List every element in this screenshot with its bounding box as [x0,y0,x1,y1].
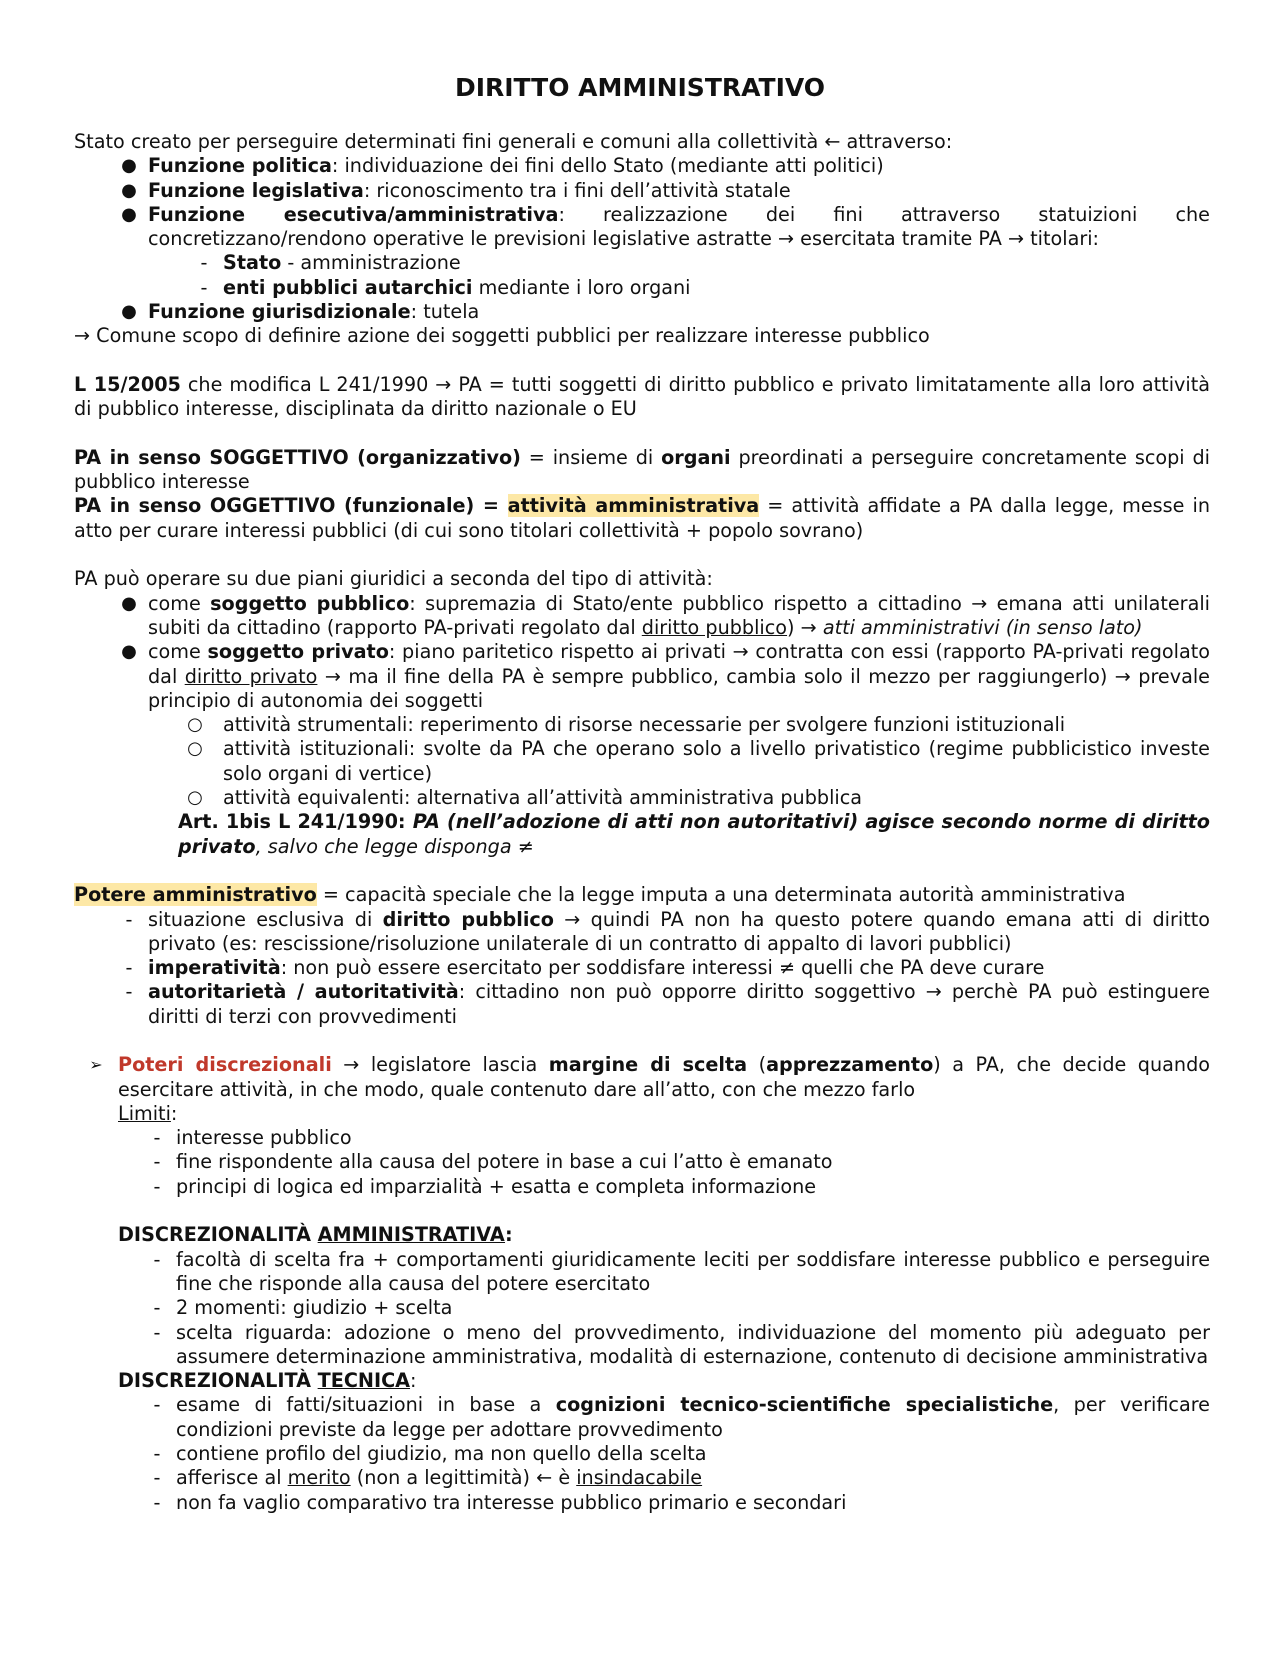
list-item: - 2 momenti: giudizio + scelta [74,1296,1210,1320]
dash-icon: - [153,1442,161,1466]
dash-icon: - [125,956,133,980]
limiti-label: Limiti: [118,1101,178,1125]
list-item: ○ attività equivalenti: alternativa all’attività amministrativa pubblica [74,786,1210,810]
list-item: ● come soggetto privato: piano paritetico rispetto ai privati → contratta con essi (rapporto PA-privati regolato dal diritto privato → ma il fine della PA è sempre pubblico, cambia solo il mezzo per raggiungerlo) → prevale principio di autonomia dei soggetti [74,640,1210,713]
list-item: ➢ Poteri discrezionali → legislatore lascia margine di scelta (apprezzamento) a PA, che decide quando esercitare attività, in che modo, quale contenuto dare all’atto, con che mezzo farlo [74,1053,1210,1102]
list-item: - facoltà di scelta fra + comportamenti giuridicamente leciti per soddisfare interesse pubblico e perseguire fine che risponde alla causa del potere esercitato [74,1248,1210,1297]
arrowhead-icon: ➢ [89,1055,103,1075]
dash-icon: - [125,980,133,1004]
list-item: ● Funzione politica: individuazione dei fini dello Stato (mediante atti politici) [74,154,1210,178]
dash-icon: - [125,907,133,931]
dash-icon: - [200,251,208,275]
list-item: - interesse pubblico [74,1126,1210,1150]
dash-icon: - [153,1150,161,1174]
piani-intro: PA può operare su due piani giuridici a seconda del tipo di attività: [74,567,713,591]
intro-line: Stato creato per perseguire determinati fini generali e comuni alla collettività ← attraverso: [74,130,953,153]
dash-icon: - [153,1466,161,1490]
circle-icon: ○ [187,714,203,736]
dash-icon: - [153,1490,161,1514]
dash-icon: - [153,1126,161,1150]
art-1bis: Art. 1bis L 241/1990: PA (nell’adozione di atti non autoritativi) agisce secondo norme di diritto privato, salvo che legge disponga ≠ [178,810,1210,858]
bullet-icon: ● [121,155,137,177]
dash-icon: - [153,1174,161,1198]
document-body [74,130,1210,1515]
list-item: ● come soggetto pubblico: supremazia di Stato/ente pubblico rispetto a cittadino → emana atti unilaterali subiti da cittadino (rapporto PA-privati regolato dal diritto pubblico) → atti amministrativi (in senso lato) [74,592,1210,641]
document-title: DIRITTO AMMINISTRATIVO [454,73,826,102]
dash-icon: - [200,275,208,299]
list-item: ○ attività strumentali: reperimento di risorse necessarie per svolgere funzioni istituzionali [74,713,1210,737]
list-item: - afferisce al merito (non a legittimità) ← è insindacabile [74,1466,1210,1490]
dash-icon: - [153,1296,161,1320]
list-item: - Stato - amministrazione [74,251,1210,275]
highlight: Potere amministrativo [74,883,317,907]
list-item: - situazione esclusiva di diritto pubblico → quindi PA non ha questo potere quando emana atti di diritto privato (es: rescissione/risoluzione unilaterale di un contratto di appalto di lavori pubblici) [74,908,1210,957]
pa-oggettivo: PA in senso OGGETTIVO (funzionale) = attività amministrativa = attività affidate a PA dalla legge, messe in atto per curare interessi pubblici (di cui sono titolari collettività + popolo sovrano) [74,494,1210,542]
potere-definition: Potere amministrativo = capacità speciale che la legge imputa a una determinata autorità amministrativa [74,883,1126,907]
discrezionalita-amministrativa-heading: DISCREZIONALITÀ AMMINISTRATIVA: [118,1223,513,1247]
bullet-icon: ● [121,592,137,614]
list-item: - contiene profilo del giudizio, ma non quello della scelta [74,1442,1210,1466]
list-item: ● Funzione giurisdizionale: tutela [74,300,1210,324]
list-item: - imperatività: non può essere esercitato per soddisfare interessi ≠ quelli che PA deve curare [74,956,1210,980]
pa-soggettivo: PA in senso SOGGETTIVO (organizzativo) = insieme di organi preordinati a perseguire concretamente scopi di pubblico interesse [74,445,1210,494]
list-item: ○ attività istituzionali: svolte da PA che operano solo a livello privatistico (regime pubblicistico investe solo organi di vertice) [74,737,1210,786]
circle-icon: ○ [187,787,203,809]
dash-icon: - [153,1320,161,1344]
list-item: - non fa vaglio comparativo tra interesse pubblico primario e secondari [74,1491,1210,1515]
list-item: - esame di fatti/situazioni in base a cognizioni tecnico-scientifiche specialistiche, per verificare condizioni previste da legge per adottare provvedimento [74,1393,1210,1442]
bullet-icon: ● [121,641,137,663]
bullet-icon: ● [121,301,137,323]
circle-icon: ○ [187,738,203,760]
list-item: ● Funzione legislativa: riconoscimento tra i fini dell’attività statale [74,179,1210,203]
dash-icon: - [153,1247,161,1271]
bullet-icon: ● [121,179,137,201]
list-item: ● Funzione esecutiva/amministrativa: realizzazione dei fini attraverso statuizioni che concretizzano/rendono operative le previsioni legislative astratte → esercitata tramite PA → titolari: [74,203,1210,252]
list-item: - scelta riguarda: adozione o meno del provvedimento, individuazione del momento più adeguato per assumere determinazione amministrativa, modalità di esternazione, contenuto di decisione amministrativa [74,1321,1210,1370]
intro-conclusion: → Comune scopo di definire azione dei soggetti pubblici per realizzare interesse pubblico [74,324,930,348]
bullet-icon: ● [121,203,137,225]
highlight: attività amministrativa [507,494,760,518]
discrezionalita-tecnica-heading: DISCREZIONALITÀ TECNICA: [118,1369,417,1393]
list-item: - principi di logica ed imparzialità + esatta e completa informazione [74,1175,1210,1199]
list-item: - autoritarietà / autoritatività: cittadino non può opporre diritto soggettivo → perchè PA può estinguere diritti di terzi con provvedimenti [74,980,1210,1029]
list-item: - fine rispondente alla causa del potere in base a cui l’atto è emanato [74,1150,1210,1174]
dash-icon: - [153,1393,161,1417]
list-item: - enti pubblici autarchici mediante i loro organi [74,276,1210,300]
law-paragraph: L 15/2005 che modifica L 241/1990 → PA = tutti soggetti di diritto pubblico e privato limitatamente alla loro attività di pubblico interesse, disciplinata da diritto nazionale o EU [74,372,1210,421]
